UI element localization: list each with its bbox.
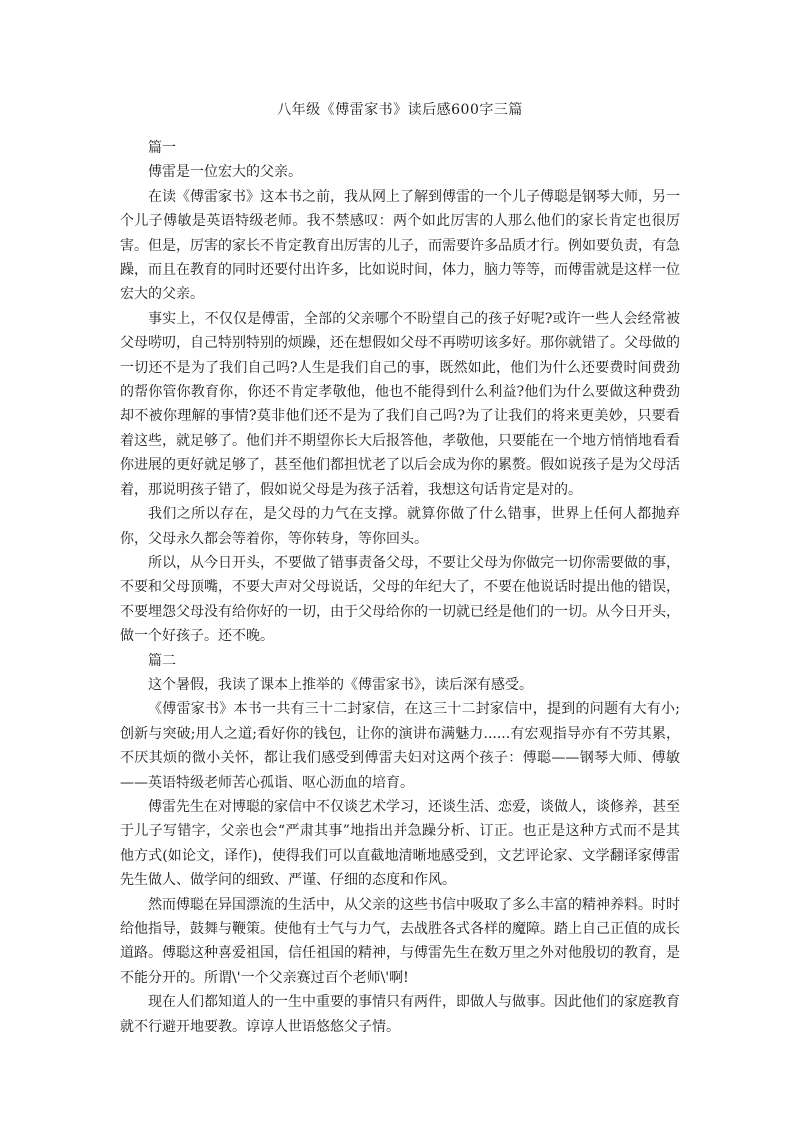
body-paragraph: 傅雷是一位宏大的父亲。	[148, 164, 302, 181]
body-paragraph: 我们之所以存在，是父母的力气在支撑。就算你做了什么错事，世界上任何人都抛弃你，父母永久都会等着你，等你转身，等你回头。	[120, 506, 680, 547]
document-title: 八年级《傅雷家书》读后感600字三篇	[277, 102, 523, 118]
body-paragraph: 事实上，不仅仅是傅雷，全部的父亲哪个不盼望自己的孩子好呢?或许一些人会经常被父母唠叨，自己特别特别的烦躁，还在想假如父母不再唠叨该多好。那你就错了。父母做的一切还不是为了我们自己吗?人生是我们自己的事，既然如此，他们为什么还要费时间费劲的帮你管你教育你，你还不肯定孝敬他，他也不能得到什么利益?他们为什么要做这种费劲却不被你理解的事情?莫非他们还不是为了我们自己吗?为了让我们的将来更美妙，只要看着这些，就足够了。他们并不期望你长大后报答他，孝敬他，只要能在一个地方悄悄地看看你进展的更好就足够了，甚至他们都担忧老了以后会成为你的累赘。假如说孩子是为父母活着，那说明孩子错了，假如说父母是为孩子活着，我想这句话肯定是对的。	[120, 310, 680, 498]
body-paragraph: 《傅雷家书》本书一共有三十二封家信，在这三十二封家信中，提到的问题有大有小;创新与突破;用人之道;看好你的钱包，让你的演讲布满魅力......有宏观指导亦有不劳其累，不厌其烦的微小关怀，都让我们感受到傅雷夫妇对这两个孩子：傅聪——钢琴大师、傅敏——英语特级老师苦心孤诣、呕心沥血的培育。	[120, 701, 680, 791]
body-paragraph: 傅雷先生在对博聪的家信中不仅谈艺术学习，还谈生活、恋爱，谈做人，谈修养，甚至于儿子写错字，父亲也会“严肃其事”地指出并急躁分析、订正。也正是这种方式而不是其他方式(如论文，译作)，使得我们可以直截地清晰地感受到，文艺评论家、文学翻译家傅雷先生做人、做学问的细致、严谨、仔细的态度和作风。	[120, 798, 680, 889]
section-heading: 篇二	[148, 652, 176, 669]
body-paragraph: 所以，从今日开头，不要做了错事责备父母，不要让父母为你做完一切你需要做的事，不要和父母顶嘴，不要大声对父母说话，父母的年纪大了，不要在他说话时提出他的错误，不要埋怨父母没有给你好的一切，由于父母给你的一切就已经是他们的一切。从今日开头，做一个好孩子。还不晚。	[120, 554, 680, 645]
body-paragraph: 在读《傅雷家书》这本书之前，我从网上了解到傅雷的一个儿子傅聪是钢琴大师，另一个儿子傅敏是英语特级老师。我不禁感叹：两个如此厉害的人那么他们的家长肯定也很厉害。但是，厉害的家长不肯定教育出厉害的儿子，而需要许多品质才行。例如要负责，有急躁，而且在教育的同时还要付出许多，比如说时间，体力，脑力等等，而傅雷就是这样一位宏大的父亲。	[120, 188, 680, 303]
body-paragraph: 现在人们都知道人的一生中重要的事情只有两件，即做人与做事。因此他们的家庭教育就不行避开地要教。谆谆人世语悠悠父子情。	[120, 994, 680, 1035]
body-paragraph: 这个暑假，我读了课本上推举的《傅雷家书》，读后深有感受。	[148, 676, 533, 693]
body-paragraph: 然而傅聪在异国漂流的生活中，从父亲的这些书信中吸取了多么丰富的精神养料。时时给他指导，鼓舞与鞭策。使他有士气与力气，去战胜各式各样的魔障。踏上自己正值的成长道路。傅聪这种喜爱祖国，信任祖国的精神，与傅雷先生在数万里之外对他殷切的教育，是不能分开的。所谓\'一个父亲赛过百个老师\'啊!	[120, 896, 680, 986]
section-heading: 篇一	[148, 140, 176, 156]
document-body	[120, 136, 680, 1039]
